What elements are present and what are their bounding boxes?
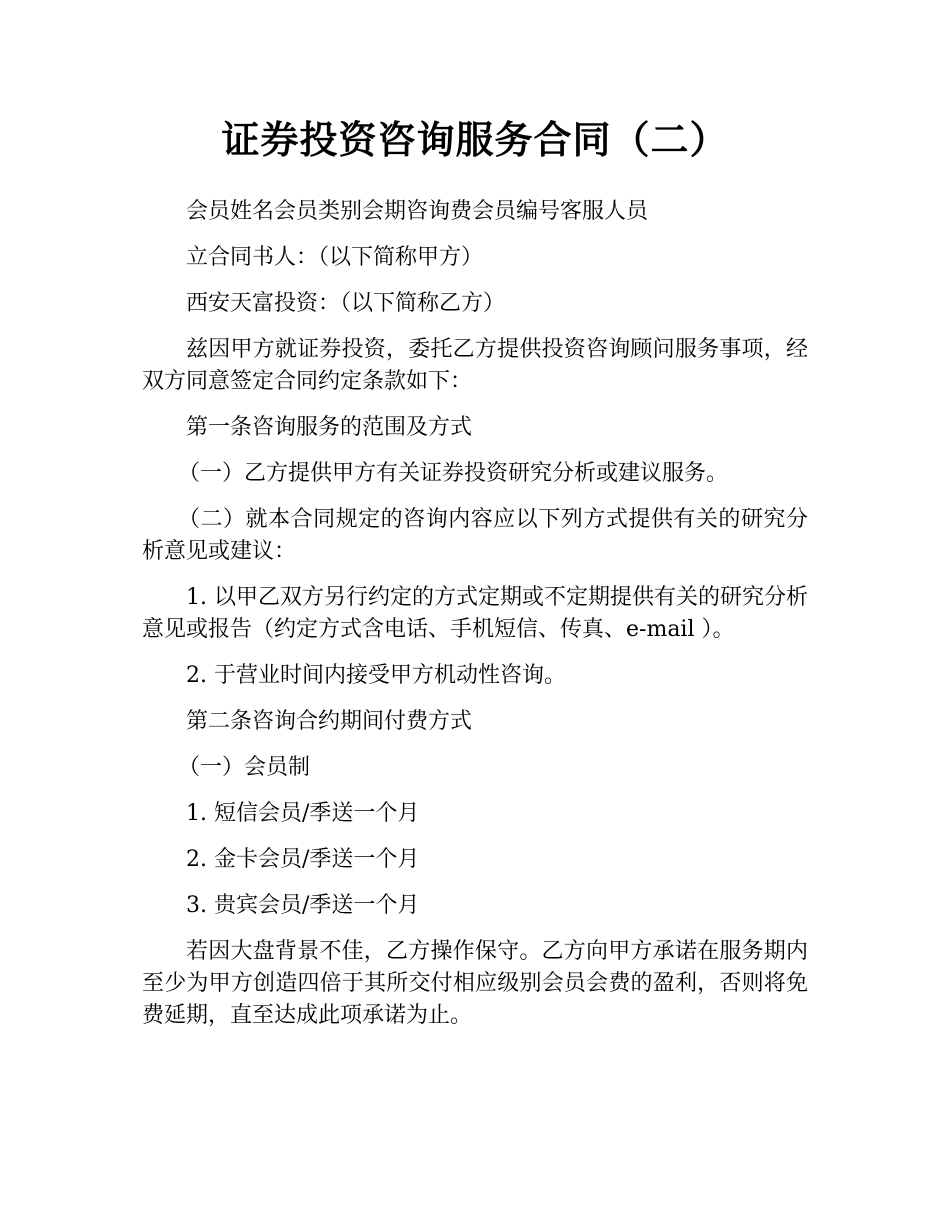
party-a-line: 立合同书人：（以下简称甲方） [186, 245, 484, 270]
article-1-item-2: （二）就本合同规定的咨询内容应以下列方式提供有关的研究分析意见或建议： [142, 507, 808, 564]
document-body [142, 196, 808, 1032]
article-1-subitem-1: 1. 以甲乙双方另行约定的方式定期或不定期提供有关的研究分析意见或报告（约定方式含电话、手机短信、传真、e-mail ）。 [142, 585, 808, 642]
article-1-subitem-2: 2. 于营业时间内接受甲方机动性咨询。 [186, 663, 566, 688]
preamble-paragraph: 兹因甲方就证券投资，委托乙方提供投资咨询顾问服务事项，经双方同意签定合同约定条款如下： [142, 337, 808, 394]
membership-tier-vip: 3. 贵宾会员/季送一个月 [186, 893, 420, 918]
party-b-line: 西安天富投资：（以下简称乙方） [186, 291, 506, 316]
membership-tier-sms: 1. 短信会员/季送一个月 [186, 801, 420, 826]
article-1-heading: 第一条咨询服务的范围及方式 [186, 415, 473, 440]
membership-tier-gold: 2. 金卡会员/季送一个月 [186, 847, 420, 872]
article-2-item-1: （一）会员制 [178, 755, 311, 780]
guarantee-paragraph: 若因大盘背景不佳，乙方操作保守。乙方向甲方承诺在服务期内至少为甲方创造四倍于其所交付相应级别会员会费的盈利，否则将免费延期，直至达成此项承诺为止。 [142, 939, 808, 1028]
member-info-line: 会员姓名会员类别会期咨询费会员编号客服人员 [186, 199, 649, 224]
article-1-item-1: （一）乙方提供甲方有关证券投资研究分析或建议服务。 [178, 461, 729, 486]
article-2-heading: 第二条咨询合约期间付费方式 [186, 709, 473, 734]
document-title: 证券投资咨询服务合同（二） [221, 118, 729, 162]
